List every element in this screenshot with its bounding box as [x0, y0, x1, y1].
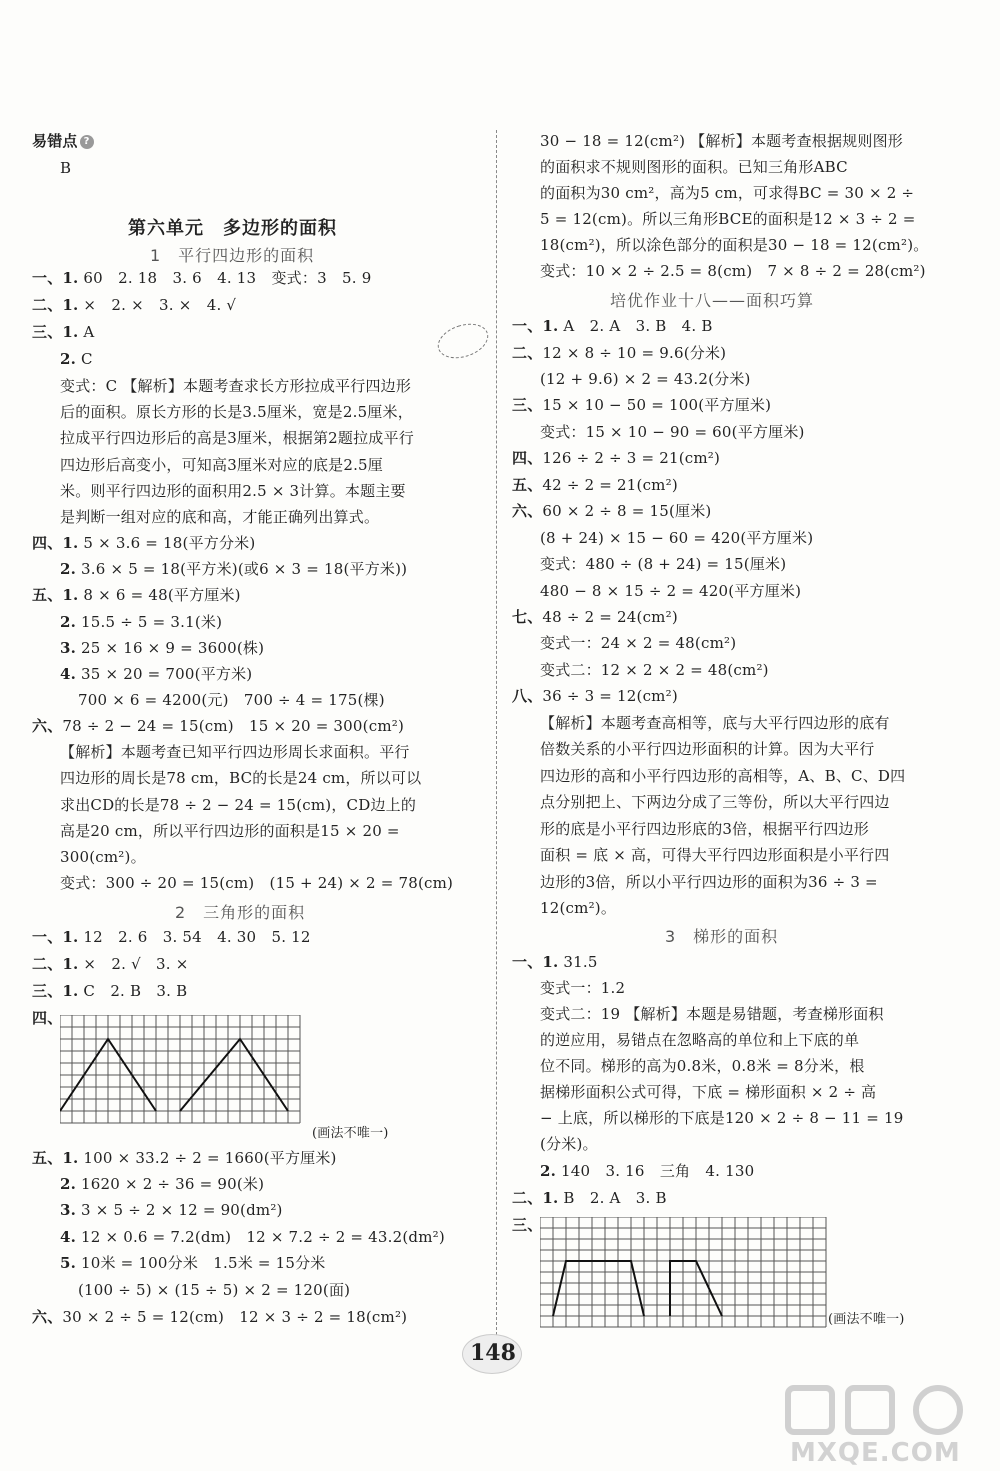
answer-line: 5. 10米 = 100分米 1.5米 = 15分米 [60, 1254, 326, 1272]
error-point-heading [32, 130, 94, 152]
trapezoid-grid-figure [540, 1217, 840, 1331]
answer-line: 的面积求不规则图形的面积。已知三角形ABC [540, 158, 848, 176]
answer-line: (100 ÷ 5) × (15 ÷ 5) × 2 = 120(面) [78, 1281, 351, 1299]
stamp-decoration [433, 318, 492, 365]
section-title-area-tricks: 培优作业十八——面积巧算 [610, 291, 815, 310]
answer-line: 据梯形面积公式可得，下底 = 梯形面积 × 2 ÷ 高 [540, 1083, 877, 1101]
answer-line: 是判断一组对应的底和高，才能正确列出算式。 [60, 508, 380, 526]
answer-line: (8 + 24) × 15 − 60 = 420(平方厘米) [540, 529, 814, 547]
answer-line: 2. C [60, 350, 93, 368]
answer-line: 八、36 ÷ 3 = 12(cm²) [512, 687, 678, 705]
answer-line: 求出CD的长是78 ÷ 2 − 24 = 15(cm)，CD边上的 [60, 796, 417, 814]
answer-line: 一、1. 12 2. 6 3. 54 4. 30 5. 12 [32, 928, 311, 946]
answer-line: 变式：15 × 10 − 90 = 60(平方厘米) [540, 423, 805, 441]
section-title-triangle: 2 三角形的面积 [175, 903, 306, 922]
answer-line: 四边形的高和小平行四边形的高相等，A、B、C、D四 [540, 767, 906, 785]
answer-line: 变式：C 【解析】本题考查求长方形拉成平行四边形 [60, 377, 412, 395]
answer-line: 点分别把上、下两边分成了三等份，所以大平行四边 [540, 793, 890, 811]
answer-line: 五、1. 8 × 6 = 48(平方厘米) [32, 586, 241, 604]
trapezoid-shape-1 [553, 1261, 644, 1316]
answer-line: 18(cm²)，所以涂色部分的面积是30 − 18 = 12(cm²)。 [540, 236, 929, 254]
answer-line: 倍数关系的小平行四边形面积的计算。因为大平行 [540, 740, 875, 758]
column-divider [496, 130, 497, 1340]
answer-line: 六、30 × 2 ÷ 5 = 12(cm) 12 × 3 ÷ 2 = 18(cm²) [32, 1308, 408, 1326]
answer-line: 三、1. A [32, 323, 95, 341]
answer-line: 2. 3.6 × 5 = 18(平方米)(或6 × 3 = 18(平方米)) [60, 560, 408, 578]
answer-line: 变式：480 ÷ (8 + 24) = 15(厘米) [540, 555, 787, 573]
answer-line: 变式一：24 × 2 = 48(cm²) [540, 634, 737, 652]
answer-line: 【解析】本题考查高相等，底与大平行四边形的底有 [540, 714, 890, 732]
watermark-text: MXQE.COM [790, 1438, 961, 1468]
answer-line: 30 − 18 = 12(cm²) 【解析】本题考查根据规则图形 [540, 132, 903, 150]
grid-lines [60, 1015, 300, 1123]
answer-line: (12 + 9.6) × 2 = 43.2(分米) [540, 370, 751, 388]
grid-lines [540, 1217, 826, 1327]
answer-line: 二、12 × 8 ÷ 10 = 9.6(分米) [512, 344, 727, 362]
answer-line: 变式：10 × 2 ÷ 2.5 = 8(cm) 7 × 8 ÷ 2 = 28(cm²) [540, 262, 926, 280]
error-point-label: 易错点 [32, 132, 78, 150]
answer-line: 3. 25 × 16 × 9 = 3600(株) [60, 639, 265, 657]
answer-line: 480 − 8 × 15 ÷ 2 = 420(平方厘米) [540, 582, 802, 600]
answer-line: 四边形后高变小，可知高3厘米对应的底是2.5厘 [60, 456, 384, 474]
answer-line: 米。则平行四边形的面积用2.5 × 3计算。本题主要 [60, 482, 406, 500]
answer-line: 三、15 × 10 − 50 = 100(平方厘米) [512, 396, 772, 414]
answer-line: 变式：300 ÷ 20 = 15(cm) (15 + 24) × 2 = 78(cm) [60, 874, 454, 892]
answer-line: 四、1. 5 × 3.6 = 18(平方分米) [32, 534, 256, 552]
page-number: 148 [470, 1340, 516, 1366]
answer-line: 一、1. 31.5 [512, 953, 598, 971]
answer-line: 三、1. C 2. B 3. B [32, 982, 188, 1000]
answer-line: 二、1. × 2. × 3. × 4. √ [32, 296, 237, 314]
answer-line: 四、126 ÷ 2 ÷ 3 = 21(cm²) [512, 449, 721, 467]
error-point-answer: B [60, 159, 72, 177]
answer-line: 的逆应用，易错点在忽略高的单位和上下底的单 [540, 1031, 860, 1049]
answer-line: 2. 1620 × 2 ÷ 36 = 90(米) [60, 1175, 265, 1193]
answer-line: 2. 15.5 ÷ 5 = 3.1(米) [60, 613, 223, 631]
answer-line: 一、1. A 2. A 3. B 4. B [512, 317, 713, 335]
answer-line: 300(cm²)。 [60, 848, 146, 866]
answer-line: 二、1. × 2. √ 3. × [32, 955, 189, 973]
answer-line: 12(cm²)。 [540, 899, 617, 917]
unit-title: 第六单元 多边形的面积 [128, 218, 337, 239]
answer-line: 面积 = 底 × 高，可得大平行四边形面积是小平行四 [540, 846, 890, 864]
answer-line: 2. 140 3. 16 三角 4. 130 [540, 1162, 755, 1180]
answer-line: 一、1. 60 2. 18 3. 6 4. 13 变式：3 5. 9 [32, 269, 372, 287]
answer-line: 七、48 ÷ 2 = 24(cm²) [512, 608, 678, 626]
answer-line: 700 × 6 = 4200(元) 700 ÷ 4 = 175(棵) [78, 691, 385, 709]
answer-line: 后的面积。原长方形的长是3.5厘米，宽是2.5厘米， [60, 403, 413, 421]
answer-line: 边形的3倍，所以小平行四边形的面积为36 ÷ 3 = [540, 873, 878, 891]
answer-line: 【解析】本题考查已知平行四边形周长求面积。平行 [60, 743, 410, 761]
answer-line: 四、 [32, 1009, 63, 1027]
answer-line: (分米)。 [540, 1135, 598, 1153]
answer-line: 5 = 12(cm)。所以三角形BCE的面积是12 × 3 ÷ 2 = [540, 210, 916, 228]
info-icon: ? [80, 135, 94, 149]
answer-line: 四边形的周长是78 cm，BC的长是24 cm，所以可以 [60, 769, 422, 787]
triangle-grid-figure [60, 1015, 310, 1127]
answer-line: 的面积为30 cm²，高为5 cm，可求得BC = 30 × 2 ÷ [540, 184, 915, 202]
answer-line: 高是20 cm，所以平行四边形的面积是15 × 20 = [60, 822, 400, 840]
answer-line: 变式二：12 × 2 × 2 = 48(cm²) [540, 661, 769, 679]
answer-line: 二、1. B 2. A 3. B [512, 1189, 667, 1207]
answer-line: 拉成平行四边形后的高是3厘米，根据第2题拉成平行 [60, 429, 414, 447]
answer-line: − 上底，所以梯形的下底是120 × 2 ÷ 8 − 11 = 19 [540, 1109, 904, 1127]
answer-line: 三、 [512, 1216, 543, 1234]
answer-line: 形的底是小平行四边形底的3倍，根据平行四边形 [540, 820, 869, 838]
answer-line: 五、42 ÷ 2 = 21(cm²) [512, 476, 678, 494]
answer-line: 五、1. 100 × 33.2 ÷ 2 = 1660(平方厘米) [32, 1149, 337, 1167]
answer-line: 位不同。梯形的高为0.8米，0.8米 = 8分米，根 [540, 1057, 865, 1075]
section-title-trapezoid: 3 梯形的面积 [665, 927, 779, 946]
answer-line: 4. 35 × 20 = 700(平方米) [60, 665, 253, 683]
drawing-note: (画法不唯一) [312, 1126, 389, 1141]
answer-line: 六、78 ÷ 2 − 24 = 15(cm) 15 × 20 = 300(cm²) [32, 717, 405, 735]
answer-line: 3. 3 × 5 ÷ 2 × 12 = 90(dm²) [60, 1201, 283, 1219]
answer-line: 六、60 × 2 ÷ 8 = 15(厘米) [512, 502, 712, 520]
answer-line: 4. 12 × 0.6 = 7.2(dm) 12 × 7.2 ÷ 2 = 43.2(dm²) [60, 1228, 445, 1246]
answer-line: 变式一：1.2 [540, 979, 626, 997]
answer-line: 变式二：19 【解析】本题是易错题，考查梯形面积 [540, 1005, 884, 1023]
section-title-parallelogram: 1 平行四边形的面积 [150, 246, 315, 265]
drawing-note: (画法不唯一) [828, 1312, 905, 1327]
